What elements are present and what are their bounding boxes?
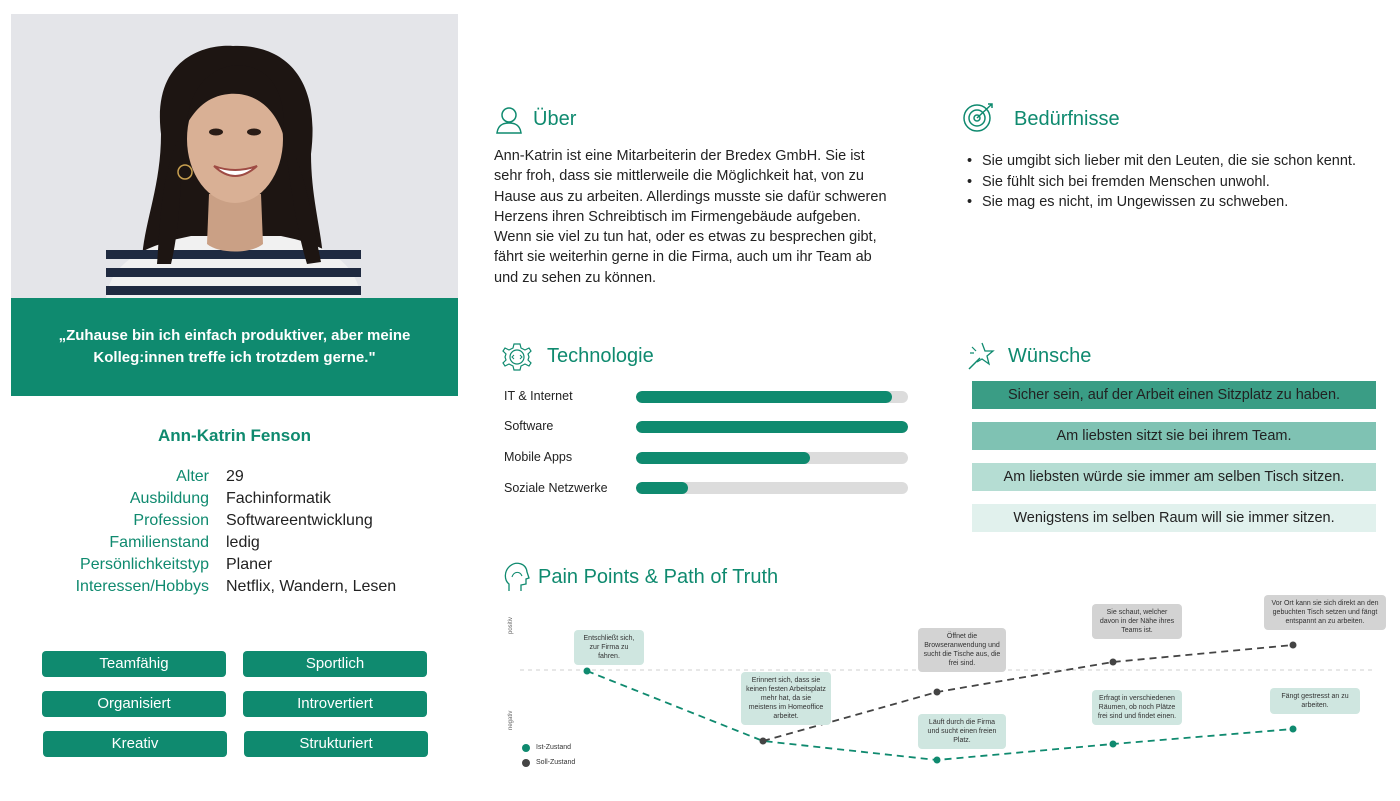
axis-label-negative: negativ — [508, 710, 514, 730]
target-icon — [962, 101, 996, 133]
trait-badge: Teamfähig — [42, 651, 226, 677]
wish-item: Sicher sein, auf der Arbeit einen Sitzplatz zu haben. — [972, 381, 1376, 409]
soll-point — [934, 689, 941, 696]
tech-bar — [636, 452, 908, 464]
soll-point — [1290, 642, 1297, 649]
detail-row-profession — [11, 510, 458, 532]
tech-bar — [636, 421, 908, 433]
wish-item: Am liebsten würde sie immer am selben Tisch sitzen. — [972, 463, 1376, 491]
legend-soll-label: Soll-Zustand — [536, 759, 576, 766]
detail-row-hobbies — [11, 576, 458, 598]
detail-row-personality — [11, 554, 458, 576]
wish-item: Am liebsten sitzt sie bei ihrem Team. — [972, 422, 1376, 450]
legend-ist-marker — [522, 744, 530, 752]
tech-label: Mobile Apps — [504, 450, 573, 464]
axis-label-positive: positiv — [508, 616, 514, 634]
needs-item: • Sie umgibt sich lieber mit den Leuten, die sie schon kennt. — [966, 151, 1386, 172]
persona-name: Ann-Katrin Fenson — [158, 426, 311, 445]
detail-label: Persönlichkeitstyp — [80, 556, 209, 573]
about-title: Über — [533, 108, 577, 130]
needs-list — [966, 151, 1386, 213]
about-text: Ann-Katrin ist eine Mitarbeiterin der Bredex GmbH. Sie ist sehr froh, dass sie mittlerweile die Möglichkeit hat, von zu Hause aus zu arbeiten. Allerdings musste sie dafür schweren Herzens ihren Schreibtisch im Firmengebäude aufgeben. Wenn sie viel zu tun hat, oder es etwas zu besprechen gibt, fährt sie weiterhin gerne in die Firma, auch um ihr Team ab und zu sehen zu können. — [494, 148, 887, 286]
wishes-title: Wünsche — [1008, 345, 1092, 367]
needs-item: • Sie fühlt sich bei fremden Menschen unwohl. — [966, 172, 1386, 193]
soll-note: Öffnet die Browseranwendung und sucht die Tische aus, die frei sind. — [918, 628, 1006, 672]
ist-point — [934, 757, 941, 764]
needs-title: Bedürfnisse — [1014, 108, 1120, 130]
detail-value: Planer — [226, 556, 273, 573]
wish-item: Wenigstens im selben Raum will sie immer sitzen. — [972, 504, 1376, 532]
persona-photo — [11, 14, 458, 298]
detail-label: Familienstand — [109, 534, 209, 551]
ist-note: Erinnert sich, dass sie keinen festen Arbeitsplatz mehr hat, da sie meistens im Homeoffice arbeitet. — [741, 672, 831, 725]
detail-value: Softwareentwicklung — [226, 512, 373, 529]
soll-line — [763, 645, 1293, 741]
tech-bar-fill — [636, 452, 810, 464]
detail-value: ledig — [226, 534, 260, 551]
technology-title: Technologie — [547, 345, 654, 367]
ist-note: Läuft durch die Firma und sucht einen freien Platz. — [918, 714, 1006, 749]
tech-bar-fill — [636, 482, 688, 494]
tech-bar — [636, 482, 908, 494]
tech-bar-fill — [636, 391, 892, 403]
trait-badge: Kreativ — [43, 731, 227, 757]
trait-badge: Introvertiert — [243, 691, 427, 717]
soll-point — [1110, 659, 1117, 666]
legend-soll-marker — [522, 759, 530, 767]
magic-wand-icon — [967, 341, 995, 371]
ist-point — [1290, 726, 1297, 733]
trait-badge: Strukturiert — [244, 731, 428, 757]
tech-label: Software — [504, 419, 554, 433]
path-chart — [500, 590, 1380, 790]
tech-bar — [636, 391, 908, 403]
detail-label: Ausbildung — [129, 490, 209, 507]
legend-ist-label: Ist-Zustand — [536, 744, 572, 751]
ist-note: Fängt gestresst an zu arbeiten. — [1270, 688, 1360, 714]
detail-label: Interessen/Hobbys — [75, 578, 209, 595]
detail-row-education — [11, 488, 458, 510]
detail-label: Alter — [176, 468, 209, 485]
tech-bar-fill — [636, 421, 908, 433]
ist-point — [1110, 741, 1117, 748]
soll-point — [760, 738, 767, 745]
head-icon — [502, 561, 530, 593]
trait-badge: Sportlich — [243, 651, 427, 677]
ist-note: Entschließt sich, zur Firma zu fahren. — [574, 630, 644, 665]
ist-note: Erfragt in verschiedenen Räumen, ob noch Plätze frei sind und findet einen. — [1092, 690, 1182, 725]
trait-badge: Organisiert — [42, 691, 226, 717]
detail-row-marital-status — [11, 532, 458, 554]
painpoints-title: Pain Points & Path of Truth — [538, 566, 779, 588]
persona-quote: „Zuhause bin ich einfach produktiver, aber meine Kolleg:innen treffe ich trotzdem gerne." — [11, 298, 458, 396]
gear-code-icon — [501, 341, 533, 373]
user-icon — [494, 105, 524, 135]
tech-label: Soziale Netzwerke — [504, 481, 608, 495]
tech-label: IT & Internet — [504, 389, 573, 403]
detail-row-age — [11, 466, 458, 488]
detail-value: 29 — [226, 468, 244, 485]
detail-label: Profession — [133, 512, 209, 529]
ist-point — [584, 668, 591, 675]
soll-note: Vor Ort kann sie sich direkt an den gebuchten Tisch setzen und fängt entspannt an zu arbeiten. — [1264, 595, 1386, 630]
detail-value: Netflix, Wandern, Lesen — [226, 578, 397, 595]
detail-value: Fachinformatik — [226, 490, 331, 507]
needs-item: • Sie mag es nicht, im Ungewissen zu schweben. — [966, 192, 1386, 213]
soll-note: Sie schaut, welcher davon in der Nähe ihres Teams ist. — [1092, 604, 1182, 639]
